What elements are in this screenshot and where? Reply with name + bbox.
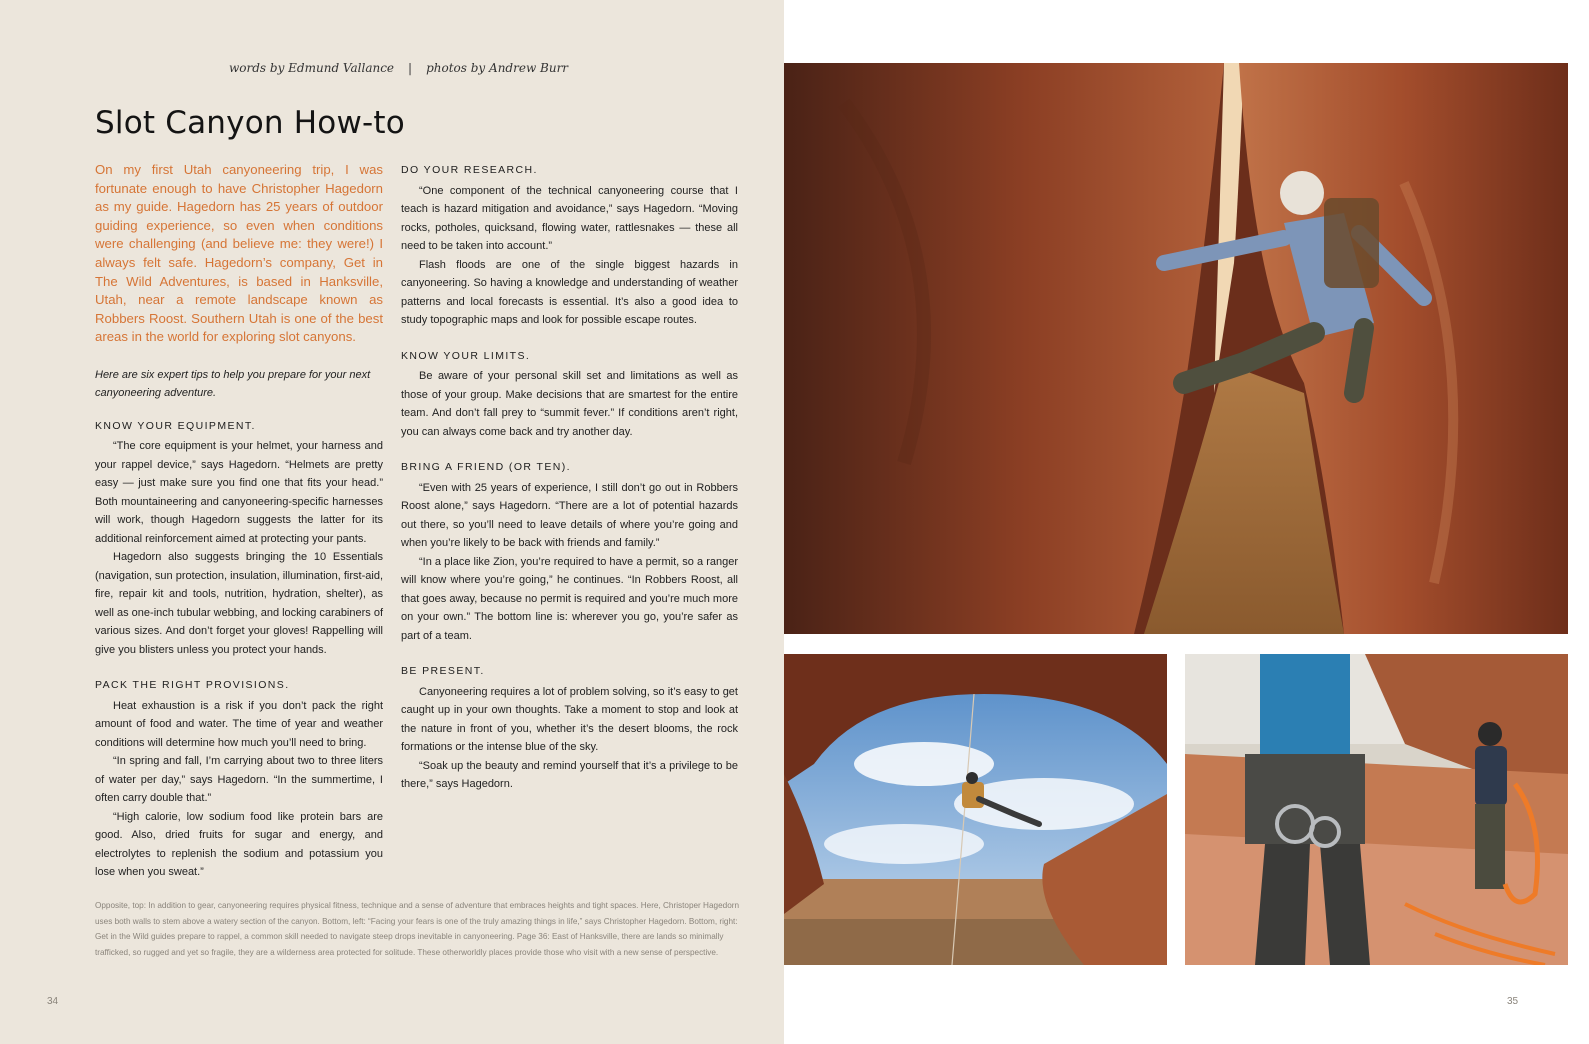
section-know-your-limits xyxy=(401,347,738,442)
section-heading: BE PRESENT. xyxy=(401,665,485,677)
page-number-right: 35 xyxy=(1507,996,1519,1007)
byline-photos: photos by Andrew Burr xyxy=(426,61,569,75)
section-know-your-equipment xyxy=(95,417,383,660)
byline-separator: | xyxy=(408,61,413,75)
page-number-left: 34 xyxy=(47,996,59,1007)
section-paragraph: “In spring and fall, I’m carrying about two to three liters of water per day,” says Hagedorn. “In the summertime, I often carry double that.” xyxy=(95,755,383,805)
section-paragraph: “The core equipment is your helmet, your harness and your rappel device,” says Hagedorn. “Helmets are pretty easy — just make sure you find one that fits your head.” Both mountaineering and canyoneering-specific harnesses will work, though Hagedorn suggests the latter for its additional reinforcement aimed at protecting your pants. xyxy=(95,440,383,545)
section-paragraph: “High calorie, low sodium food like protein bars are good. Also, dried fruits for sugar and energy, and electrolytes to replenish the sodium and potassium you lose when you sweat.” xyxy=(95,810,383,879)
section-heading: PACK THE RIGHT PROVISIONS. xyxy=(95,679,290,692)
article-title: Slot Canyon How-to xyxy=(95,105,405,141)
section-be-present xyxy=(401,662,738,794)
lead-paragraph: Here are six expert tips to help you prepare for your next canyoneering adventure. xyxy=(95,368,371,400)
section-paragraph: Heat exhaustion is a risk if you don’t pack the right amount of food and water. The time of year and weather conditions will determine how much you’ll need to bring. xyxy=(95,699,383,749)
section-pack-provisions xyxy=(95,676,383,882)
photo-caption: Opposite, top: In addition to gear, canyoneering requires physical fitness, technique and a sense of adventure that embraces heights and tight spaces. Here, Christoper Hagedorn uses both walls to stem above a watery section of the canyon. Bottom, left: “Facing your fears is one of the truly amazing things in life,” says Christopher Hagedorn. Bottom, right: Get in the Wild guides prepare to rappel, a common skill needed to navigate steep drops inevitable in canyoneering. Page 36: East of Hanksville, there are lands so minimally trafficked, so rugged and yet so fragile, they are a wilderness area protected for solitude. These otherworldly places provide those who visit with a new sense of perspective. xyxy=(95,901,740,957)
section-paragraph: Be aware of your personal skill set and limitations as well as those of your group. Make decisions that are smartest for the entire team. And don’t fall prey to “summit fever.” If conditions aren’t right, you can always come back and try another day. xyxy=(401,370,738,438)
section-paragraph: “One component of the technical canyoneering course that I teach is hazard mitigation and avoidance,” says Hagedorn. “Moving rocks, potholes, quicksand, flowing water, rattlesnakes — these all need to be taken into account.” xyxy=(401,184,738,252)
section-heading: BRING A FRIEND (OR TEN). xyxy=(401,461,571,473)
section-heading: DO YOUR RESEARCH. xyxy=(401,164,538,176)
section-heading: KNOW YOUR LIMITS. xyxy=(401,349,531,362)
photo-rappel-arch xyxy=(784,654,1167,965)
intro-paragraph: On my first Utah canyoneering trip, I was fortunate enough to have Christopher Hagedorn as my guide. Hagedorn has 25 years of outdoor guiding experience, so even when conditions were challenging (and believe me: they were!) I always felt safe. Hagedorn’s company, Get in The Wild Adventures, is based in Hanksville, Utah, near a remote landscape known as Robbers Roost. Southern Utah is one of the best areas in the world for exploring slot canyons. xyxy=(95,162,383,345)
photo-guides-rope xyxy=(1185,654,1568,965)
byline-words: words by Edmund Vallance xyxy=(229,61,395,75)
section-paragraph: Flash floods are one of the single biggest hazards in canyoneering. So having a knowledge and understanding of weather patterns and local forecasts is essential. It’s also a good idea to study topographic maps and look for possible escape routes. xyxy=(401,258,738,326)
section-paragraph: Hagedorn also suggests bringing the 10 Essentials (navigation, sun protection, insulation, illumination, first-aid, fire, repair kit and tools, nutrition, hydration, shelter), as well as one-inch tubular webbing, and locking carabiners of various sizes. And don’t forget your gloves! Rappelling will give you blisters unless you protect your hands. xyxy=(95,551,384,656)
section-paragraph: “In a place like Zion, you’re required to have a permit, so a ranger will know where you’re going,” he continues. “In Robbers Roost, all that goes away, because no permit is required and you’re much more on your own.” The bottom line is: wherever you go, you’re safer as part of a team. xyxy=(401,555,738,642)
section-heading: KNOW YOUR EQUIPMENT. xyxy=(95,419,256,432)
text-column-right xyxy=(401,161,738,811)
section-paragraph: Canyoneering requires a lot of problem solving, so it’s easy to get caught up in your own thoughts. Take a moment to stop and look at the nature in front of you, whether it’s the desert blooms, the rock formations or the intense blue of the sky. xyxy=(401,685,738,753)
section-paragraph: “Soak up the beauty and remind yourself that it’s a privilege to be there,” says Hagedorn. xyxy=(401,759,738,790)
photo-slot-canyon-climber xyxy=(784,63,1568,634)
section-bring-a-friend xyxy=(401,458,738,645)
byline xyxy=(229,61,568,75)
section-paragraph: “Even with 25 years of experience, I still don’t go out in Robbers Roost alone,” says Hagedorn. “There are a lot of potential hazards out there, so you’ll need to leave details of where you’re going and when you’re likely to be back with friends and family.” xyxy=(401,481,738,549)
section-do-your-research xyxy=(401,161,738,330)
text-column-left xyxy=(95,161,383,899)
